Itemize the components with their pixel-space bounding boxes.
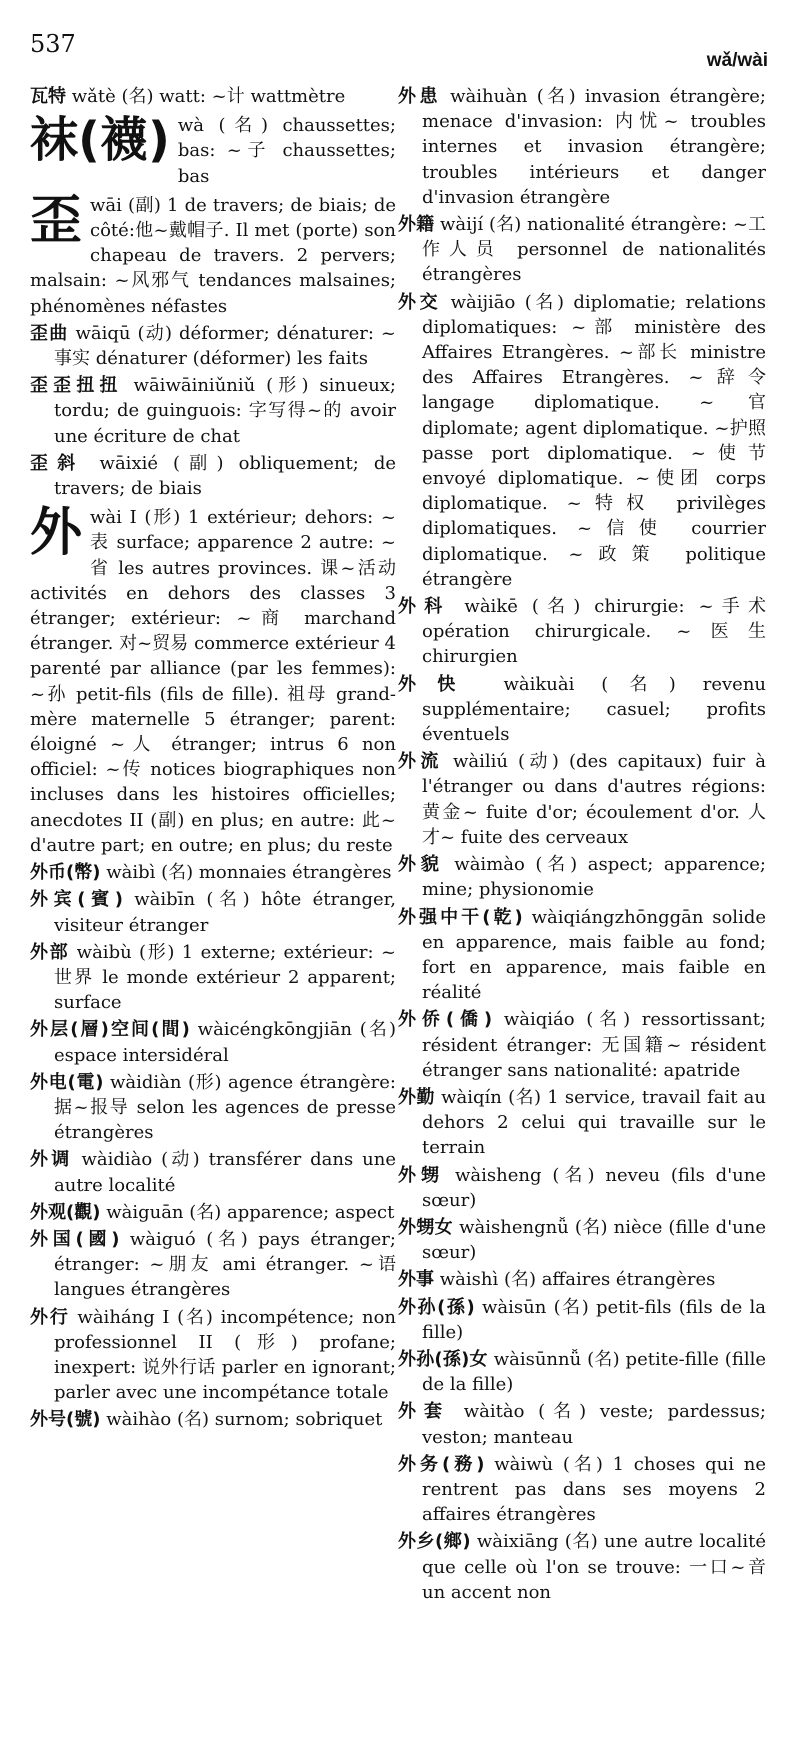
dictionary-entry — [30, 1070, 396, 1146]
entry-definition: wàixiāng (名) une autre localité que celle où l'on se trouve: 一口~音 un accent non — [422, 1531, 766, 1603]
entry-headword: 外号(號) — [30, 1409, 101, 1431]
entry-headword: 歪斜 — [30, 452, 85, 474]
dictionary-entry — [30, 1200, 396, 1225]
entry-headword: 外事 — [398, 1269, 434, 1291]
entry-definition: wàiwù (名) 1 choses qui ne rentrent pas dans ses moyens 2 affaires étrangères — [422, 1453, 766, 1526]
dictionary-entry — [398, 1267, 766, 1292]
dictionary-entry — [30, 113, 396, 189]
entry-definition: wàiliú (动) (des capitaux) fuir à l'étranger ou dans d'autres régions: 黄金~ fuite d'or; écoulement d'or. 人才~ fuite des cerveaux — [422, 751, 766, 848]
dictionary-entry — [30, 1017, 396, 1067]
entry-headword: 外部 — [30, 941, 70, 963]
entry-definition: wàidiào (动) transférer dans une autre localité — [54, 1149, 397, 1196]
entry-headword: 外流 — [398, 751, 443, 773]
dictionary-entry — [398, 749, 766, 850]
dictionary-entry — [30, 505, 396, 858]
entry-headword: 外交 — [398, 291, 442, 313]
entry-headword: 外籍 — [398, 214, 435, 236]
dictionary-entry — [30, 84, 396, 109]
entry-definition: wàihào (名) surnom; sobriquet — [106, 1409, 383, 1431]
entry-headword: 外强中干(乾) — [398, 906, 523, 928]
entry-definition: wàitào (名) veste; pardessus; veston; manteau — [422, 1401, 766, 1448]
entry-definition: wāixié (副) obliquement; de travers; de biais — [54, 452, 396, 500]
entry-headword: 外貌 — [398, 854, 444, 876]
entry-definition: wàihuàn (名) invasion étrangère; menace d'invasion: 内忧~ troubles internes et invasion étrangère; troubles intérieurs et danger d'invasion étrangère — [422, 86, 766, 208]
entry-headword: 外甥 — [398, 1164, 445, 1186]
dictionary-entry — [398, 1529, 766, 1605]
dictionary-entry — [30, 451, 396, 501]
entry-definition: wàijiāo (名) diplomatie; relations diplomatiques: ~部 ministère des Affaires Etrangères. ~部长 ministre des Affaires Etrangères. ~辞令 langage diplomatique. ~官 diplomate; agent diplomatique. ~护照 passe port diplomatique. ~使节 envoyé diplomatique. ~使团 corps diplomatique. ~特权 privilèges diplomatiques. ~信使 courrier diplomatique. ~政策 politique étrangère — [422, 291, 766, 590]
right-column — [398, 84, 766, 1607]
entry-headword: 外电(電) — [30, 1071, 104, 1093]
dictionary-entry — [30, 321, 396, 371]
entry-headword: 外孙(孫) — [398, 1296, 475, 1318]
entry-definition: wāiqū (动) déformer; dénaturer: ~事实 dénaturer (déformer) les faits — [54, 322, 396, 370]
entry-definition: wàiháng I (名) incompétence; non professionnel II (形) profane; inexpert: 说外行话 parler en ignorant; parler avec une incompétance totale — [54, 1306, 396, 1404]
page-number: 537 — [30, 30, 76, 58]
entry-definition: wàikē (名) chirurgie: ~手术 opération chirurgicale. ~医生 chirurgien — [422, 596, 766, 668]
entry-definition: wài I (形) 1 extérieur; dehors: ~表 surface; apparence 2 autre: ~省 les autres provinces. 课~活动 activités en dehors des classes 3 étranger; extérieur: ~商 marchand étranger. 对~贸易 commerce extérieur 4 parenté par alliance (par les femmes): ~孙 petit-fils (fils de fille). 祖母 grand-mère maternelle 5 étranger; parent: éloigné ~人 étranger; intrus 6 non officiel: ~传 notices biographiques non incluses dans les histoires officielles; anecdotes II (副) en plus; en autre: 此~ d'autre part; en outre; en plus; du reste — [30, 507, 396, 856]
dictionary-entry — [30, 860, 396, 885]
entry-headword: 外勤 — [398, 1086, 435, 1108]
entry-definition: wāi (副) 1 de travers; de biais; de côté:他~戴帽子. Il met (porte) son chapeau de travers. 2 pervers; malsain: ~风邪气 tendances malsaines; phénomènes néfastes — [30, 194, 396, 317]
dictionary-entry — [398, 672, 766, 748]
entry-definition: wàiguān (名) apparence; aspect — [106, 1201, 395, 1223]
dictionary-entry — [30, 1407, 396, 1432]
dictionary-entry — [398, 594, 766, 670]
dictionary-entry — [30, 1147, 396, 1197]
dictionary-entry — [398, 905, 766, 1006]
entry-definition: wàicéngkōngjiān (名) espace intersidéral — [54, 1019, 396, 1066]
entry-headword: 瓦特 — [30, 86, 66, 107]
entry-definition: wàisūnnǚ (名) petite-fille (fille de la fille) — [422, 1348, 766, 1396]
entry-definition: wàiqiángzhōnggān solide en apparence, mais faible au fond; fort en apparence, mais faible en réalité — [422, 906, 766, 1004]
entry-definition: wàisheng (名) neveu (fils d'une sœur) — [422, 1164, 766, 1211]
dictionary-entry — [398, 1007, 766, 1083]
entry-definition: wàishengnǚ (名) nièce (fille d'une sœur) — [422, 1216, 766, 1264]
entry-headword: 外调 — [30, 1149, 73, 1171]
entry-headword: 外观(觀) — [30, 1201, 101, 1223]
dictionary-entry — [398, 1163, 766, 1213]
entry-headword: 外孙(孫)女 — [398, 1348, 488, 1370]
entry-headword: 外币(幣) — [30, 862, 101, 884]
dictionary-entry — [398, 1452, 766, 1528]
entry-definition: wǎtè (名) watt: ~计 wattmètre — [71, 86, 346, 107]
dictionary-entry — [30, 1227, 396, 1303]
dictionary-entry — [398, 1215, 766, 1265]
entry-definition: wàimào (名) aspect; apparence; mine; physionomie — [422, 854, 766, 901]
entry-definition: wàikuài (名) revenu supplémentaire; casuel; profits éventuels — [422, 673, 767, 746]
dictionary-entry — [30, 1305, 396, 1406]
dictionary-entry — [398, 1347, 766, 1397]
entry-headword: 袜(襪) — [30, 112, 170, 169]
entry-headword: 歪曲 — [30, 322, 69, 344]
entry-headword: 外层(層)空间(間) — [30, 1019, 190, 1041]
entry-headword: 歪歪扭扭 — [30, 375, 123, 397]
running-head: wǎ/wài — [706, 50, 768, 71]
entry-definition: wàijí (名) nationalité étrangère: ~工作人员 personnel de nationalités étrangères — [422, 214, 766, 286]
entry-definition: wàidiàn (形) agence étrangère:据~报导 selon les agences de presse étrangères — [54, 1071, 396, 1144]
entry-definition: wàiqiáo (名) ressortissant; résident étranger: 无国籍~ résident étranger sans nationalité: apatride — [422, 1009, 766, 1081]
entry-headword: 外宾(賓) — [30, 889, 123, 911]
left-column — [30, 84, 396, 1435]
dictionary-entry — [30, 190, 396, 319]
dictionary-entry — [398, 1399, 766, 1449]
entry-definition: wāiwāiniǔniǔ (形) sinueux; tordu; de guinguois: 字写得~的 avoir une écriture de chat — [54, 375, 396, 447]
entry-headword: 外套 — [398, 1401, 450, 1423]
entry-headword: 外甥女 — [398, 1216, 454, 1238]
entry-definition: wàibīn (名) hôte étranger, visiteur étranger — [54, 889, 396, 936]
entry-headword: 外 — [30, 503, 83, 564]
entry-headword: 外患 — [398, 86, 441, 107]
entry-headword: 外行 — [30, 1306, 70, 1328]
entry-definition: wàibì (名) monnaies étrangères — [106, 862, 392, 884]
dictionary-entry — [30, 887, 396, 937]
entry-headword: 外务(務) — [398, 1453, 485, 1475]
entry-headword: 外乡(鄉) — [398, 1531, 471, 1553]
entry-definition: wà (名) chaussettes; bas: ~子 chaussettes; bas — [177, 115, 396, 187]
entry-headword: 外快 — [398, 673, 477, 695]
entry-headword: 歪 — [30, 190, 83, 251]
dictionary-entry — [398, 852, 766, 902]
dictionary-entry — [30, 373, 396, 449]
dictionary-entry — [398, 212, 766, 288]
entry-headword: 外国(國) — [30, 1228, 120, 1250]
entry-definition: wàishì (名) affaires étrangères — [439, 1269, 716, 1291]
entry-headword: 外科 — [398, 596, 451, 618]
dictionary-entry — [30, 940, 396, 1016]
dictionary-entry — [398, 1295, 766, 1345]
dictionary-entry — [398, 84, 766, 210]
entry-definition: wàiqín (名) 1 service, travail fait au dehors 2 celui qui travaille sur le terrain — [422, 1086, 766, 1159]
dictionary-entry — [398, 290, 766, 592]
entry-definition: wàiguó (名) pays étranger; étranger: ~朋友 ami étranger. ~语 langues étrangères — [54, 1228, 396, 1301]
dictionary-entry — [398, 1085, 766, 1161]
entry-definition: wàibù (形) 1 externe; extérieur: ~世界 le monde extérieur 2 apparent; surface — [54, 941, 396, 1014]
entry-headword: 外侨(僑) — [398, 1009, 493, 1031]
entry-definition: wàisūn (名) petit-fils (fils de la fille) — [422, 1296, 766, 1343]
